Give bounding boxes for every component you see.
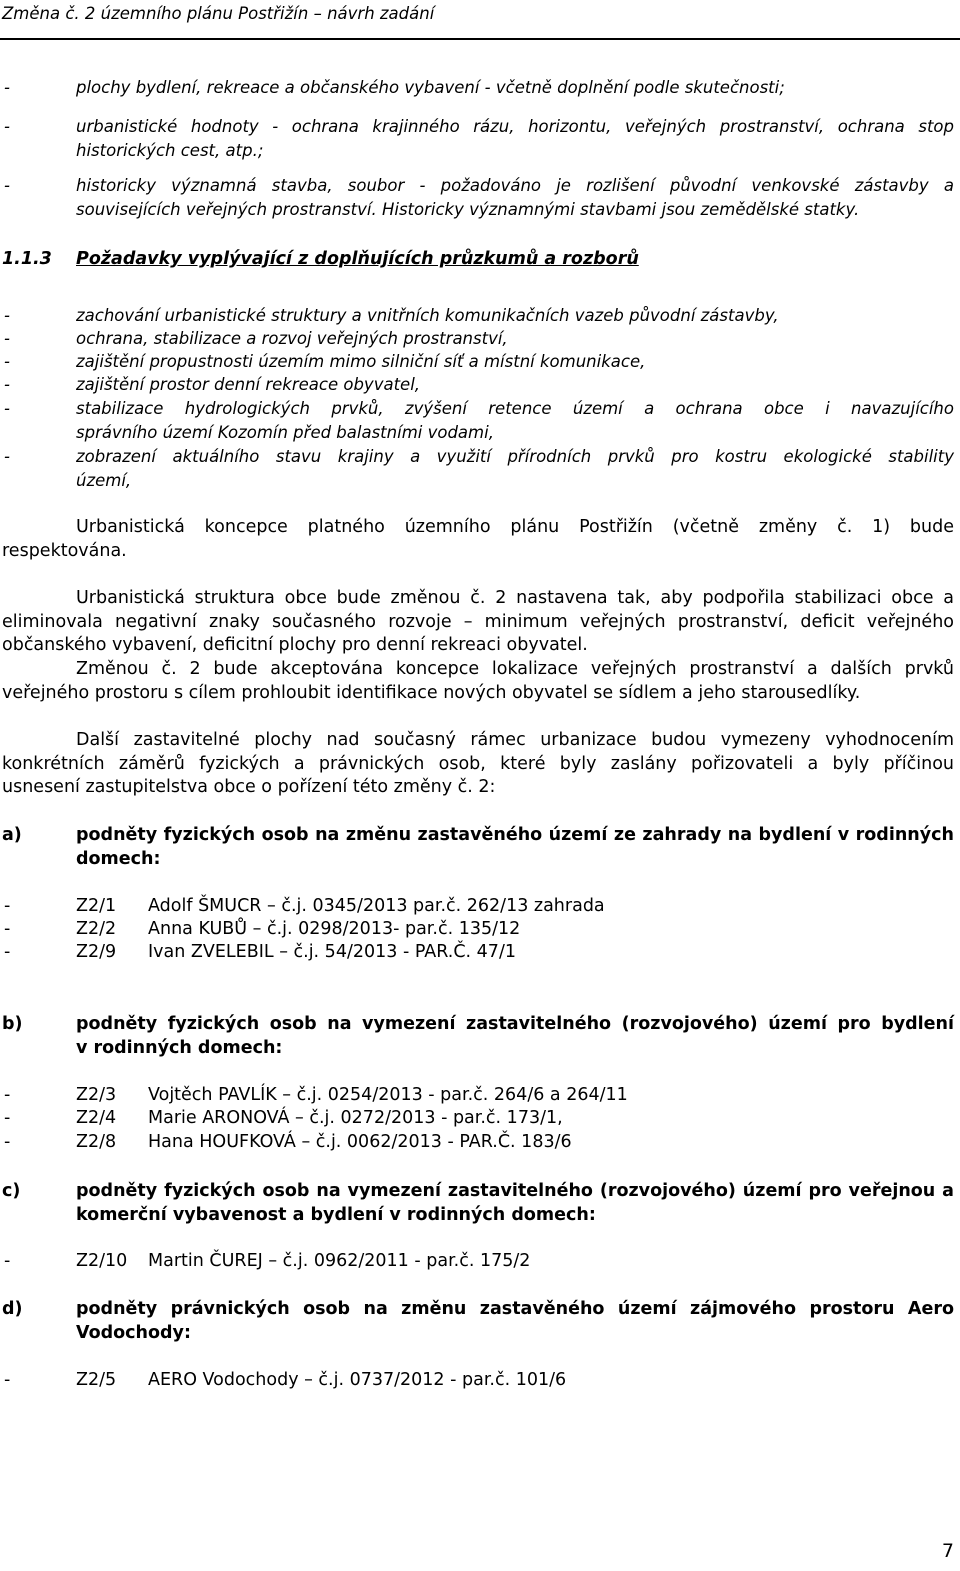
- list-text: historicky významná stavba, soubor - požadováno je rozlišení původní venkovské zástavby a: [76, 176, 954, 195]
- subsection-title-cont: domech:: [76, 849, 161, 869]
- item-code: Z2/5: [76, 1370, 117, 1390]
- paragraph-line: konkrétních záměrů fyzických a právnických osob, které byly zaslány pořizovateli a byly příčinou: [2, 753, 954, 774]
- item-text: Hana HOUFKOVÁ – č.j. 0062/2013 - PAR.Č. 183/6: [148, 1132, 572, 1152]
- item-text: Adolf ŠMUCR – č.j. 0345/2013 par.č. 262/13 zahrada: [148, 896, 605, 916]
- item-text: AERO Vodochody – č.j. 0737/2012 - par.č. 101/6: [148, 1370, 567, 1390]
- paragraph-line: respektována.: [2, 541, 127, 561]
- list-text: zajištění propustnosti územím mimo silniční síť a místní komunikace,: [76, 352, 646, 371]
- subsection-title: podněty fyzických osob na změnu zastavěného území ze zahrady na bydlení v rodinných: [76, 825, 954, 845]
- paragraph-line: Změnou č. 2 bude akceptována koncepce lokalizace veřejných prostranství a dalších prvků: [76, 659, 954, 679]
- paragraph-line: usnesení zastupitelstva obce o pořízení této změny č. 2:: [2, 777, 496, 797]
- item-code: Z2/10: [76, 1251, 128, 1271]
- list-dash: -: [4, 176, 10, 195]
- subsection-title-cont: Vodochody:: [76, 1323, 191, 1343]
- subsection-title-cont: v rodinných domech:: [76, 1038, 283, 1058]
- paragraph-line: eliminovala negativní znaky současného rozvoje – minimum veřejných prostranství, deficit veřejného: [2, 611, 954, 632]
- item-text: Marie ARONOVÁ – č.j. 0272/2013 - par.č. 173/1,: [148, 1108, 563, 1128]
- subsection-title-cont: komerční vybavenost a bydlení v rodinných domech:: [76, 1205, 596, 1225]
- list-text: zobrazení aktuálního stavu krajiny a využití přírodních prvků pro kostru ekologické stability: [76, 447, 954, 466]
- list-dash: -: [4, 1132, 11, 1152]
- list-dash: -: [4, 1085, 11, 1105]
- page-header: [0, 0, 960, 40]
- list-dash: -: [4, 399, 10, 418]
- list-dash: -: [4, 375, 10, 394]
- list-dash: -: [4, 78, 10, 97]
- item-code: Z2/1: [76, 896, 117, 916]
- section-title: Požadavky vyplývající z doplňujících průzkumů a rozborů: [76, 249, 639, 269]
- list-dash: -: [4, 352, 10, 371]
- list-text: urbanistické hodnoty - ochrana krajinného rázu, horizontu, veřejných prostranství, ochrana stop: [76, 117, 954, 136]
- list-text: ochrana, stabilizace a rozvoj veřejných prostranství,: [76, 329, 508, 348]
- list-dash: -: [4, 896, 11, 916]
- item-code: Z2/2: [76, 919, 117, 939]
- list-dash: -: [4, 1108, 11, 1128]
- document-title: Změna č. 2 územního plánu Postřižín – návrh zadání: [2, 4, 435, 23]
- list-text: zachování urbanistické struktury a vnitřních komunikačních vazeb původní zástavby,: [76, 306, 779, 325]
- subsection-title: podněty fyzických osob na vymezení zastavitelného (rozvojového) území pro veřejnou a: [76, 1181, 954, 1201]
- subsection-letter: d): [2, 1299, 23, 1319]
- item-code: Z2/4: [76, 1108, 117, 1128]
- list-text-cont: správního území Kozomín před balastními vodami,: [76, 423, 494, 442]
- page-number: 7: [941, 1540, 954, 1562]
- item-text: Anna KUBŮ – č.j. 0298/2013- par.č. 135/12: [148, 919, 521, 939]
- list-dash: -: [4, 306, 10, 325]
- list-dash: -: [4, 329, 10, 348]
- list-dash: -: [4, 117, 10, 136]
- paragraph-line: Další zastavitelné plochy nad současný rámec urbanizace budou vymezeny vyhodnocením: [76, 730, 954, 750]
- list-dash: -: [4, 1251, 11, 1271]
- list-dash: -: [4, 942, 11, 962]
- list-dash: -: [4, 447, 10, 466]
- list-text: stabilizace hydrologických prvků, zvýšení retence území a ochrana obce i navazujícího: [76, 399, 954, 418]
- list-dash: -: [4, 919, 11, 939]
- item-text: Ivan ZVELEBIL – č.j. 54/2013 - PAR.Č. 47/1: [148, 942, 516, 962]
- item-code: Z2/8: [76, 1132, 117, 1152]
- list-text-cont: území,: [76, 471, 132, 490]
- item-text: Martin ČUREJ – č.j. 0962/2011 - par.č. 175/2: [148, 1251, 531, 1271]
- list-text-cont: souvisejících veřejných prostranství. Historicky významnými stavbami jsou zemědělské statky.: [76, 200, 860, 219]
- subsection-title: podněty fyzických osob na vymezení zastavitelného (rozvojového) území pro bydlení: [76, 1014, 954, 1034]
- paragraph-line: Urbanistická koncepce platného územního plánu Postřižín (včetně změny č. 1) bude: [76, 517, 954, 537]
- item-text: Vojtěch PAVLÍK – č.j. 0254/2013 - par.č. 264/6 a 264/11: [148, 1085, 628, 1105]
- list-text-cont: historických cest, atp.;: [76, 141, 264, 160]
- subsection-letter: b): [2, 1014, 23, 1034]
- subsection-title: podněty právnických osob na změnu zastavěného území zájmového prostoru Aero: [76, 1299, 954, 1319]
- list-text: zajištění prostor denní rekreace obyvatel,: [76, 375, 421, 394]
- section-number: 1.1.3: [2, 249, 52, 269]
- paragraph-line: občanského vybavení, deficitní plochy pro denní rekreaci obyvatel.: [2, 635, 588, 655]
- item-code: Z2/3: [76, 1085, 117, 1105]
- list-dash: -: [4, 1370, 11, 1390]
- paragraph-line: Urbanistická struktura obce bude změnou č. 2 nastavena tak, aby podpořila stabilizaci obce a: [76, 588, 954, 608]
- item-code: Z2/9: [76, 942, 117, 962]
- subsection-letter: c): [2, 1181, 21, 1201]
- subsection-letter: a): [2, 825, 22, 845]
- paragraph-line: veřejného prostoru s cílem prohloubit identifikace nových obyvatel se sídlem a jeho starousedlíky.: [2, 682, 861, 703]
- list-text: plochy bydlení, rekreace a občanského vybavení - včetně doplnění podle skutečnosti;: [76, 78, 785, 97]
